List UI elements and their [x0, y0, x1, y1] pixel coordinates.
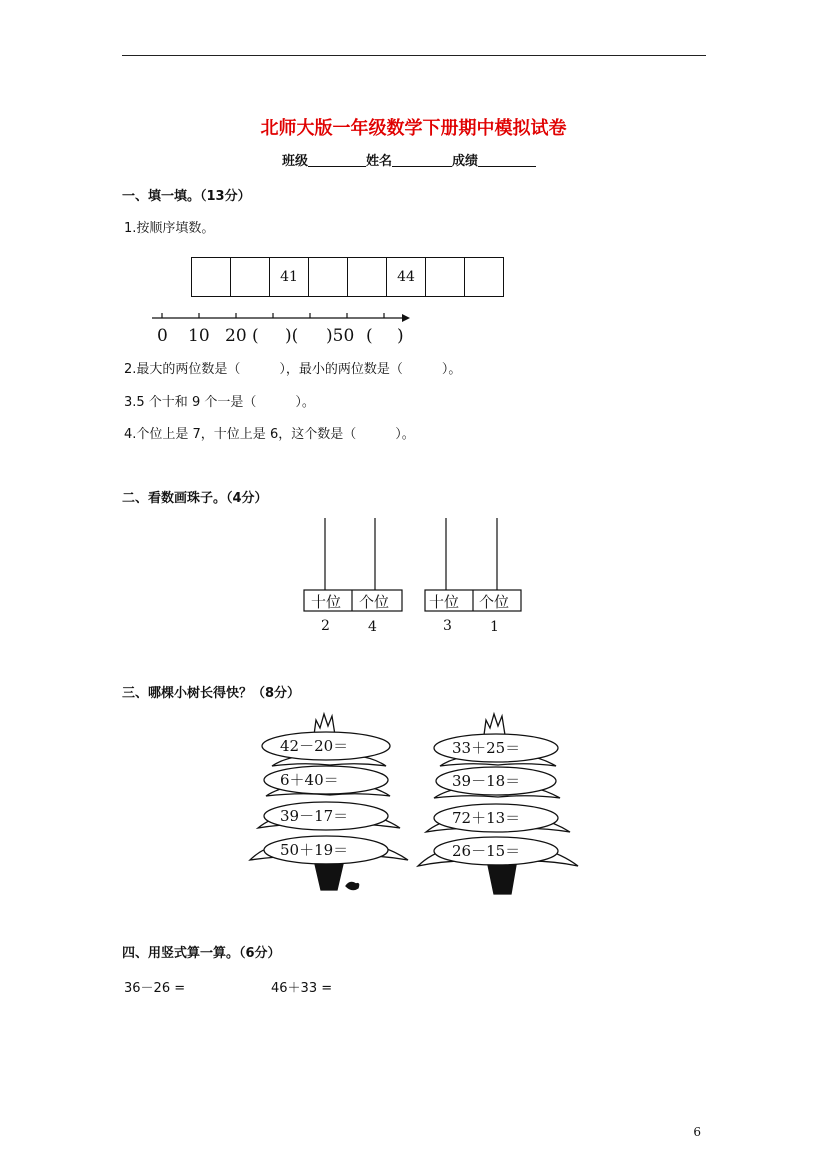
tree-2-problem: 39－18＝: [452, 772, 521, 790]
abacus-2: [425, 518, 521, 635]
number-line-label: ): [397, 326, 404, 346]
abacus-1-tens-value: 2: [321, 618, 330, 634]
number-line: [140, 308, 420, 348]
abacus-1-tens-label: 十位: [311, 593, 342, 611]
tree-2-problem: 26－15＝: [452, 842, 521, 860]
sequence-cell[interactable]: [348, 258, 387, 296]
header-rule: [122, 55, 706, 56]
tree-1-problem: 42－20＝: [280, 737, 349, 755]
number-sequence-box: [191, 257, 504, 297]
number-line-label: 0: [157, 326, 168, 346]
abacus-2-ones-label: 个位: [479, 593, 510, 611]
q3-text: 3.5 个十和 9 个一是（ ）。: [124, 395, 315, 410]
number-line-label: (: [366, 326, 373, 346]
section3-heading: 三、哪棵小树长得快？（8分）: [122, 686, 301, 701]
abacus-1: [304, 518, 402, 635]
q2-text: 2.最大的两位数是（ ），最小的两位数是（ ）。: [124, 362, 462, 377]
abacus-2-ones-value: 1: [490, 619, 499, 635]
tree-1-problem: 39－17＝: [280, 807, 349, 825]
sequence-cell: 41: [270, 258, 309, 296]
sequence-cell[interactable]: [309, 258, 348, 296]
number-line-label: 20: [225, 326, 247, 346]
sequence-cell[interactable]: [231, 258, 270, 296]
class-blank[interactable]: [308, 165, 366, 167]
tree-2-top: [484, 714, 505, 735]
tree-2-trunk: [488, 865, 516, 894]
sequence-cell[interactable]: [192, 258, 231, 296]
number-line-label: )(: [285, 326, 299, 346]
q4-text: 4.个位上是 7，十位上是 6，这个数是（ ）。: [124, 427, 415, 442]
sequence-cell: 44: [387, 258, 426, 296]
section1-heading: 一、填一填。（13分）: [122, 189, 251, 204]
page-number: 6: [693, 1125, 701, 1139]
score-label: 成绩: [452, 154, 479, 169]
tree-1-problem: 50＋19＝: [280, 841, 349, 859]
sequence-cell[interactable]: [465, 258, 503, 296]
abacus-2-tens-value: 3: [443, 618, 452, 634]
number-line-label: (: [252, 326, 259, 346]
tree-1-trunk: [315, 864, 343, 890]
number-line-label: )50: [326, 326, 355, 346]
tree-1-problem: 6＋40＝: [280, 771, 339, 789]
abacus-1-ones-label: 个位: [359, 593, 390, 611]
section4-heading: 四、用竖式算一算。（6分）: [122, 946, 281, 961]
abacus-1-ones-value: 4: [368, 619, 377, 635]
vertical-calc-problem: 36－26 =: [124, 981, 186, 996]
tree-2-problem: 33＋25＝: [452, 739, 521, 757]
tree-2-problem: 72＋13＝: [452, 809, 521, 827]
trees-figure: [240, 708, 585, 898]
q1-prompt: 1.按顺序填数。: [124, 221, 215, 236]
vertical-calc-problem: 46＋33 =: [271, 981, 333, 996]
student-info: [282, 150, 536, 169]
name-label: 姓名: [366, 154, 393, 169]
abacus-2-tens-label: 十位: [429, 593, 460, 611]
tree-1-stone: [346, 882, 359, 889]
number-line-label: 10: [188, 326, 210, 346]
sequence-cell[interactable]: [426, 258, 465, 296]
score-blank[interactable]: [478, 165, 536, 167]
abacus-figure: [295, 518, 535, 638]
class-label: 班级: [282, 154, 309, 169]
section2-heading: 二、看数画珠子。（4分）: [122, 491, 268, 506]
name-blank[interactable]: [392, 165, 452, 167]
page-title: 北师大版一年级数学下册期中模拟试卷: [260, 118, 567, 139]
